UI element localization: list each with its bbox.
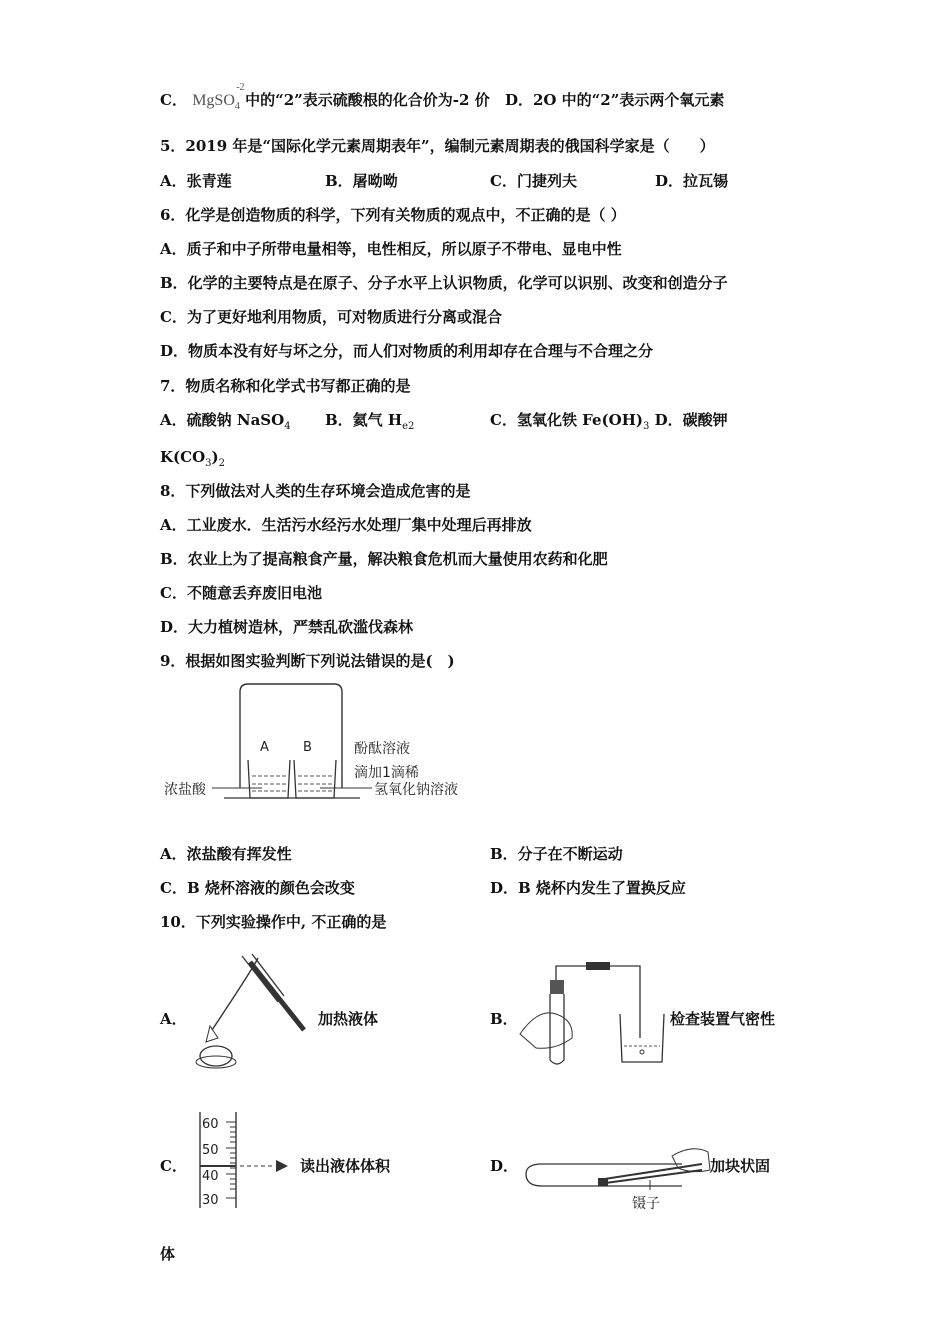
q5-stem: 5．2019 年是“国际化学元素周期表年”，编制元素周期表的俄国科学家是（ ） xyxy=(160,137,715,155)
q6-option-a: A．质子和中子所带电量相等，电性相反，所以原子不带电、显电中性 xyxy=(160,240,622,258)
q7-option-a-sub: 4 xyxy=(284,421,291,432)
tick-40: 40 xyxy=(202,1169,219,1184)
bubble xyxy=(640,1050,644,1054)
test-tube xyxy=(550,994,564,1064)
solid-block xyxy=(598,1178,608,1186)
q7-option-c-sub: 3 xyxy=(642,421,650,432)
test-tube xyxy=(242,956,278,1002)
q5-option-c: C．门捷列夫 xyxy=(490,172,577,190)
water-beaker xyxy=(620,1014,664,1062)
q8-stem: 8．下列做法对人类的生存环境会造成危害的是 xyxy=(160,482,471,500)
hand xyxy=(672,1149,710,1172)
formula-mg: Mg xyxy=(192,92,215,109)
q8-option-a: A．工业废水．生活污水经污水处理厂集中处理后再排放 xyxy=(160,516,532,534)
naoh-label: 氢氧化钠溶液 xyxy=(374,782,458,798)
q7-option-a xyxy=(160,410,291,437)
delivery-tube xyxy=(556,966,640,1038)
q6-stem: 6．化学是创造物质的科学，下列有关物质的观点中，不正确的是（ ） xyxy=(160,206,626,224)
tick-60: 60 xyxy=(202,1117,219,1132)
q7-option-c-text: C．氢氧化铁 Fe(OH) xyxy=(490,411,643,429)
airtight-check-figure xyxy=(516,958,666,1070)
tick-50: 50 xyxy=(202,1143,219,1158)
q5-option-d: D．拉瓦锡 xyxy=(655,172,729,190)
q4-option-c-text: 中的“2”表示硫酸根的化合价为-2 价 xyxy=(245,91,490,109)
q9-stem: 9．根据如图实验判断下列说法错误的是( ) xyxy=(160,652,455,670)
tweezers-label: 镊子 xyxy=(632,1196,660,1212)
bell-jar xyxy=(240,684,342,788)
q7-option-b-sub: e2 xyxy=(402,421,415,432)
q5-option-b: B．屠呦呦 xyxy=(325,172,398,190)
q7-stem: 7．物质名称和化学式书写都正确的是 xyxy=(160,377,411,395)
q6-option-d: D．物质本没有好与坏之分，而人们对物质的利用却存在合理与不合理之分 xyxy=(160,342,654,360)
q10-option-d-text-cont: 体 xyxy=(160,1245,176,1263)
q7-d-formula-a: K(CO xyxy=(160,448,206,466)
q6-option-b: B．化学的主要特点是在原子、分子水平上认识物质，化学可以识别、改变和创造分子 xyxy=(160,274,728,292)
formula-sub: 4 xyxy=(234,101,240,112)
q8-option-d: D．大力植树造林，严禁乱砍滥伐森林 xyxy=(160,618,414,636)
tick-30: 30 xyxy=(202,1193,219,1208)
q7-option-d-text: D．碳酸钾 xyxy=(649,411,728,429)
q7-option-d-formula xyxy=(160,447,225,474)
q7-option-b xyxy=(325,410,414,437)
q7-d-formula-sub2: 2 xyxy=(218,458,225,469)
hcl-label: 浓盐酸 xyxy=(164,782,206,798)
heating-liquid-figure xyxy=(192,950,312,1075)
cylinder-tick-marks xyxy=(226,1122,236,1198)
test-tube-holder xyxy=(212,958,258,1030)
q9-option-c: C．B 烧杯溶液的颜色会改变 xyxy=(160,879,355,897)
flame xyxy=(206,1026,218,1042)
eye-icon xyxy=(276,1160,288,1172)
q10-option-b-letter: B． xyxy=(490,1010,518,1028)
q7-option-b-text: B．氦气 H xyxy=(325,411,403,429)
formula-charge: -2 xyxy=(236,82,245,93)
beaker-b xyxy=(294,760,336,798)
phenol-label: 酚酞溶液 xyxy=(354,741,410,757)
q9-option-b: B．分子在不断运动 xyxy=(490,845,623,863)
q10-option-d-text: 加块状固 xyxy=(710,1157,771,1175)
q9-apparatus-figure xyxy=(160,680,480,810)
q4-option-c-letter: C． xyxy=(160,91,187,109)
test-tube-clamp xyxy=(250,962,304,1030)
q10-stem: 10．下列实验操作中, 不正确的是 xyxy=(160,913,387,931)
beaker-b-label: B xyxy=(303,740,312,755)
q7-option-c xyxy=(490,410,728,437)
q4-option-d-text: D．2O 中的“2”表示两个氧元素 xyxy=(504,91,725,109)
q10-option-a-text: 加热液体 xyxy=(318,1010,379,1028)
beaker-a-label: A xyxy=(260,740,269,755)
beaker-a xyxy=(248,760,290,798)
graduated-cylinder-figure xyxy=(196,1108,306,1212)
q7-option-a-text: A．硫酸钠 NaSO xyxy=(160,411,285,429)
mgso4-formula xyxy=(192,82,245,112)
q9-option-a: A．浓盐酸有挥发性 xyxy=(160,845,292,863)
rubber-connector xyxy=(586,962,610,970)
q10-option-c-text: 读出液体体积 xyxy=(300,1157,391,1175)
q4-option-c-line xyxy=(160,82,725,117)
q5-option-a: A．张青莲 xyxy=(160,172,232,190)
q7-d-formula-mid: ) xyxy=(211,448,219,466)
block-solid-figure xyxy=(522,1140,712,1216)
q7-d-formula-sub1: 3 xyxy=(205,458,212,469)
q8-option-b: B．农业上为了提高粮食产量，解决粮食危机而大量使用农药和化肥 xyxy=(160,550,608,568)
q9-option-d: D．B 烧杯内发生了置换反应 xyxy=(490,879,686,897)
q10-option-b-text: 检查装置气密性 xyxy=(670,1010,776,1028)
drop-label: 滴加1滴稀 xyxy=(354,765,419,781)
q8-option-c: C．不随意丢弃废旧电池 xyxy=(160,584,322,602)
q10-option-a-letter: A． xyxy=(160,1010,187,1028)
stopper xyxy=(550,980,564,994)
q10-option-d-letter: D． xyxy=(490,1157,519,1175)
formula-so: SO xyxy=(214,92,235,109)
q10-option-c-letter: C． xyxy=(160,1157,187,1175)
q6-option-c: C．为了更好地利用物质，可对物质进行分离或混合 xyxy=(160,308,502,326)
